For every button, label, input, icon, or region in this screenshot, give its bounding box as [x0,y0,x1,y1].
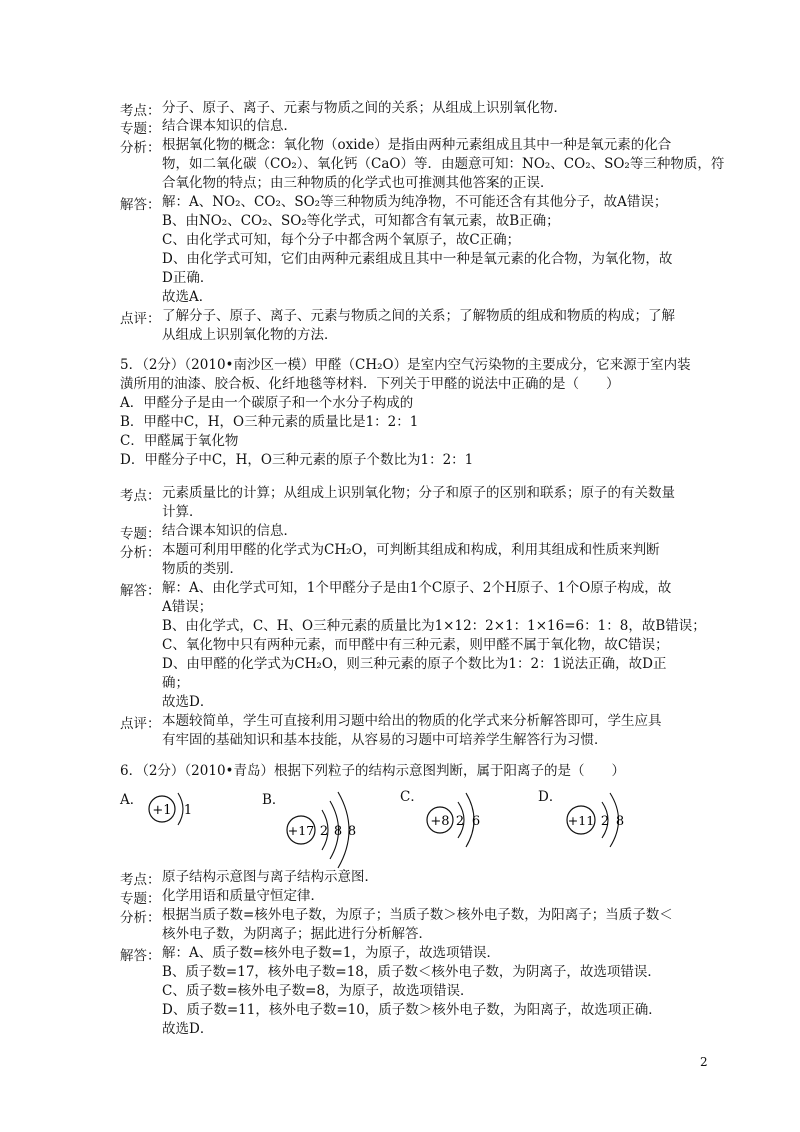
nucleus-charge: +11 [567,813,595,828]
zhuanti-label: 专题： [120,891,161,907]
jieda-line: B、由NO₂、CO₂、SO₂等化学式，可知都含有氧元素，故B正确； [162,213,560,229]
kaodian-label: 考点： [120,488,161,504]
kaodian-label: 考点： [120,872,161,888]
q5-option-b: B．甲醛中C，H，O三种元素的质量比是1：2：1 [120,414,419,430]
fenxi-line: 合氧化物的特点；由三种物质的化学式也可推测其他答案的正误． [162,175,554,191]
page-number: 2 [700,1055,708,1069]
kaodian-text: 分子、原子、离子、元素与物质之间的关系；从组成上识别氧化物． [162,100,567,116]
zhuanti-text: 结合课本知识的信息． [162,118,297,134]
jieda-line: D正确． [162,270,214,286]
jieda-line: 解：A、质子数=核外电子数=1，为原子，故选项错误． [162,945,500,961]
fenxi-label: 分析： [120,910,161,926]
shell-electrons: 1 [183,803,193,818]
jieda-line: 确； [162,675,189,691]
shell-electrons: 8 [347,824,357,839]
jieda-line: C、氧化物中只有两种元素，而甲醛中有三种元素，则甲醛不属于氧化物，故C错误； [162,637,669,653]
jieda-label: 解答： [120,948,161,964]
q5-stem-line: 潢所用的油漆、胶合板、化纤地毯等材料．下列关于甲醛的说法中正确的是（ ） [120,376,620,392]
jieda-line: D、由甲醛的化学式为CH₂O，则三种元素的原子个数比为1：2：1说法正确，故D正 [162,656,667,672]
zhuanti-label: 专题： [120,121,161,137]
fenxi-label: 分析： [120,140,161,156]
shell-electrons: 2 [319,824,329,839]
atom-diagram-c [418,790,498,860]
kaodian-text: 原子结构示意图与离子结构示意图． [162,869,378,885]
dianping-line: 了解分子、原子、离子、元素与物质之间的关系；了解物质的组成和物质的构成；了解 [162,308,675,324]
q5-stem-line: 5．（2分）（2010•南沙区一模）甲醛（CH₂O）是室内空气污染物的主要成分，它来源于室内装 [120,357,691,373]
jieda-line: 故选A． [162,289,213,305]
fenxi-label: 分析： [120,545,161,561]
jieda-line: A错误； [162,599,213,615]
jieda-line: B、质子数=17，核外电子数=18，质子数＜核外电子数，为阴离子，故选项错误． [162,964,661,980]
jieda-line: B、由化学式，C、H、O三种元素的质量比为1×12：2×1：1×16=6：1：8，故B错误； [162,618,706,634]
fenxi-line: 本题可利用甲醛的化学式为CH₂O，可判断其组成和构成，利用其组成和性质来判断 [162,542,660,558]
shell-electrons: 6 [471,814,481,829]
jieda-line: C、质子数=核外电子数=8，为原子，故选项错误． [162,983,474,999]
zhuanti-text: 化学用语和质量守恒定律． [162,888,324,904]
kaodian-line: 元素质量比的计算；从组成上识别氧化物；分子和原子的区别和联系；原子的有关数量 [162,485,675,501]
jieda-line: 故选D． [162,694,214,710]
jieda-line: 解：A、由化学式可知，1个甲醛分子是由1个C原子、2个H原子、1个O原子构成，故 [162,580,672,596]
q5-option-a: A．甲醛分子是由一个碳原子和一个水分子构成的 [120,395,414,411]
jieda-line: 故选D． [162,1021,214,1037]
atom-diagram-d [560,790,650,860]
shell-electrons: 8 [615,814,625,829]
q6-option-d-label: D． [538,789,563,805]
shell-electrons: 8 [333,824,343,839]
fenxi-line: 核外电子数，为阴离子；据此进行分析解答． [162,926,432,942]
shell-electrons: 2 [455,814,465,829]
fenxi-line: 物，如二氧化碳（CO₂）、氧化钙（CaO）等．由题意可知：NO₂、CO₂、SO₂等三种物质，符 [162,156,725,172]
q6-option-b-label: B． [262,792,286,808]
fenxi-line: 根据当质子数=核外电子数，为原子；当质子数＞核外电子数，为阳离子；当质子数＜ [162,907,673,923]
jieda-line: D、质子数=11，核外电子数=10，质子数＞核外电子数，为阳离子，故选项正确． [162,1002,662,1018]
fenxi-line: 物质的类别． [162,561,243,577]
zhuanti-label: 专题： [120,526,161,542]
dianping-line: 本题较简单，学生可直接利用习题中给出的物质的化学式来分析解答即可，学生应具 [162,713,662,729]
kaodian-line: 计算． [162,504,203,520]
kaodian-label: 考点： [120,103,161,119]
dianping-label: 点评： [120,716,161,732]
q6-option-a-label: A． [120,792,144,808]
jieda-label: 解答： [120,197,161,213]
jieda-line: C、由化学式可知，每个分子中都含两个氧原子，故C正确； [162,232,521,248]
jieda-label: 解答： [120,583,161,599]
atom-diagram-a [140,785,200,835]
fenxi-line: 根据氧化物的概念：氧化物（oxide）是指由两种元素组成且其中一种是氧元素的化合 [162,137,672,153]
dianping-line: 从组成上识别氧化物的方法． [162,327,338,343]
atom-diagram-b [280,790,380,870]
q5-option-d: D．甲醛分子中C，H，O三种元素的原子个数比为1：2：1 [120,452,474,468]
nucleus-charge: +17 [287,823,315,838]
jieda-line: 解：A、NO₂、CO₂、SO₂等三种物质为纯净物，不可能还含有其他分子，故A错误； [162,194,668,210]
nucleus-charge: +1 [152,803,172,818]
electron-shell [178,793,183,825]
jieda-line: D、由化学式可知，它们由两种元素组成且其中一种是氧元素的化合物，为氧化物，故 [162,251,673,267]
dianping-label: 点评： [120,311,161,327]
dianping-line: 有牢固的基础知识和基本技能，从容易的习题中可培养学生解答行为习惯． [162,732,608,748]
nucleus-charge: +8 [430,814,450,829]
shell-electrons: 2 [600,814,610,829]
zhuanti-text: 结合课本知识的信息． [162,523,297,539]
q6-option-c-label: C． [400,789,424,805]
q5-option-c: C．甲醛属于氧化物 [120,433,239,449]
q6-stem: 6．（2分）（2010•青岛）根据下列粒子的结构示意图判断，属于阳离子的是（ ） [120,763,625,779]
